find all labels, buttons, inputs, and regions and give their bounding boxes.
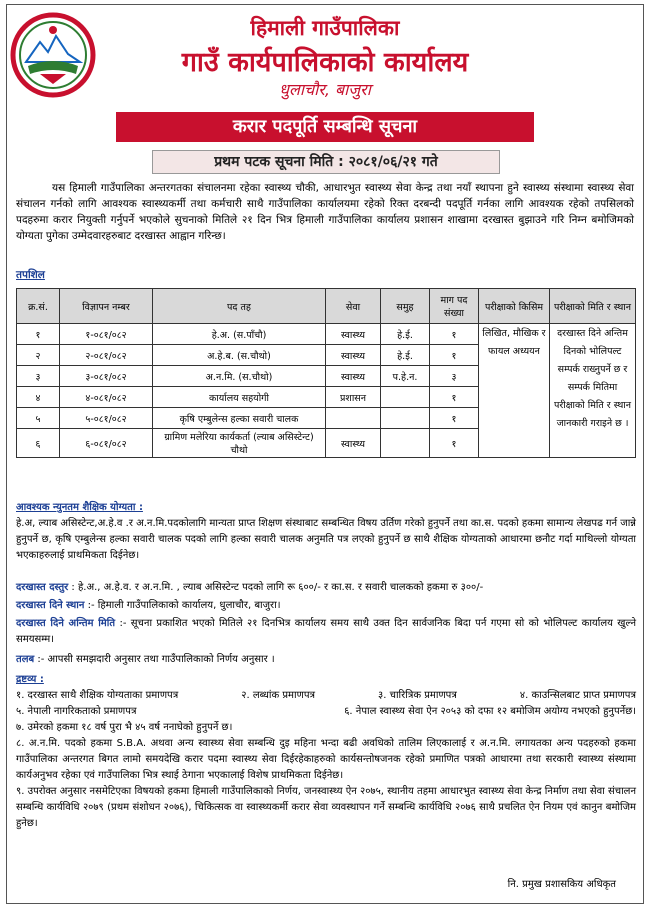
col-exam-type: परीक्षाको किसिम — [479, 289, 550, 324]
notes-line-1 — [16, 688, 636, 704]
cell-group — [381, 429, 430, 458]
cell-adv-no: ४-०८१/०८२ — [60, 387, 153, 408]
notice-title: करार पदपूर्ति सम्बन्धि सूचना — [116, 112, 534, 142]
col-service: सेवा — [326, 289, 381, 324]
cell-service: स्वास्थ्य — [326, 324, 381, 345]
venue-label: दरखास्त दिने स्थान — [16, 600, 85, 611]
note-item: १. दरखास्त साथै शैक्षिक योग्यताका प्रमाणपत्र — [16, 690, 179, 701]
note-item: २. लब्धांक प्रमाणपत्र — [241, 690, 316, 701]
cell-adv-no: ५-०८१/०८२ — [60, 408, 153, 429]
cell-service — [326, 408, 381, 429]
cell-demand: १ — [430, 429, 479, 458]
details-heading: तपशिल — [16, 269, 45, 281]
note-item: ९. उपरोक्त अनुसार नसमेटिएका विषयको हकमा हिमाली गाउँपालिकाको निर्णय, जनस्वास्थ्य ऐन २०७५, स्थानीय तहमा आधारभुत स्वास्थ्य सेवा केन्द्र निर्माण तथा सेवा संचालन सम्बन्धि कार्यविधि २०७९ (प्रथम संशोधन २०७६), चिकित्सक वा स्वास्थ्यकर्मी करार सेवा व्यवस्थापन गर्ने सम्बन्धि कार्यविधि २०७६ साथै प्रचलित ऐन नियम एवं कानुन बमोजिम हुनेछ। — [16, 786, 636, 829]
cell-post: ग्रामिण मलेरिया कार्यकर्ता (ल्याब असिस्टेन्ट) चौथो — [153, 429, 326, 458]
notes-section — [16, 672, 636, 832]
cell-demand: १ — [430, 408, 479, 429]
positions-table — [16, 288, 636, 458]
cell-group — [381, 387, 430, 408]
deadline-label: दरखास्त दिने अन्तिम मिति — [16, 618, 116, 629]
cell-adv-no: ६-०८१/०८२ — [60, 429, 153, 458]
col-exam-date: परीक्षाको मिति र स्थान — [550, 289, 636, 324]
signature-line: नि. प्रमुख प्रशासकिय अधिकृत — [507, 879, 616, 890]
cell-exam-date: दरखास्त दिने अन्तिम दिनको भोलिपल्ट सम्पर्क राख्नुपर्ने छ र सम्पर्क मितिमा परीक्षाको मिति र स्थान जानकारी गराइने छ । — [550, 324, 636, 458]
cell-service: स्वास्थ्य — [326, 429, 381, 458]
cell-post: हे.अ. (स.पाँचौ) — [153, 324, 326, 345]
deadline-text: :- सूचना प्रकाशित भएको मितिले २१ दिनभित्र कार्यालय समय साथै उक्त दिन सार्वजनिक बिदा पर्न गएमा सो को भोलिपल्ट कार्यालय खुल्ने समयसम्म। — [16, 618, 636, 645]
deadline-section — [16, 616, 636, 648]
cell-post: कार्यालय सहयोगी — [153, 387, 326, 408]
cell-sn: ४ — [17, 387, 60, 408]
cell-post: कृषि एम्बुलेन्स हल्का सवारी चालक — [153, 408, 326, 429]
notes-label: द्रष्टव्य : — [16, 674, 44, 685]
cell-demand: १ — [430, 324, 479, 345]
notice-date: प्रथम पटक सूचना मिति : २०८१/०६/२१ गते — [152, 150, 500, 174]
cell-demand: १ — [430, 387, 479, 408]
office-location: धुलाचौर, बाजुरा — [279, 80, 371, 99]
col-adv-no: विज्ञापन नम्बर — [60, 289, 153, 324]
table-row — [17, 324, 636, 345]
cell-sn: ६ — [17, 429, 60, 458]
col-sn: क्र.सं. — [17, 289, 60, 324]
salary-label: तलब — [16, 654, 35, 665]
cell-service: स्वास्थ्य — [326, 366, 381, 387]
cell-demand: १ — [430, 345, 479, 366]
qualification-section — [16, 500, 636, 564]
venue-section — [16, 598, 636, 614]
note-item: ३. चारित्रिक प्रमाणपत्र — [378, 690, 457, 701]
cell-demand: ३ — [430, 366, 479, 387]
fee-label: दरखास्त दस्तुर — [16, 582, 69, 593]
salary-section — [16, 652, 636, 668]
qualification-text: हे.अ, ल्याब असिस्टेन्ट,अ.हे.व .र अ.न.मि.पदकोलागि मान्यता प्राप्त शिक्षण संस्थाबाट सम्बन्धित विषय उर्तिण गरेको हुनुपर्ने तथा का.स. पदको हकमा सामान्य लेखपढ गर्न जान्ने हुनुपर्ने छ, कृषि एम्बुलेन्स हल्का सवारी चालक पदको लागि हल्का सवारी चालक अनुमति पत्र लएको हुनुपर्ने छ साथै शैक्षिक योग्यताको आधारमा छनौट गर्दा माथिल्लो योग्यता भएकाहरुलाई प्राथमिकता दिईनेछ। — [16, 518, 636, 561]
cell-service: प्रशासन — [326, 387, 381, 408]
cell-service: स्वास्थ्य — [326, 345, 381, 366]
table-header-row — [17, 289, 636, 324]
cell-sn: २ — [17, 345, 60, 366]
note-item: ५. नेपाली नागरिकताको प्रमाणपत्र — [16, 706, 137, 717]
cell-exam-type: लिखित, मौखिक र फायल अध्ययन — [479, 324, 550, 458]
cell-sn: १ — [17, 324, 60, 345]
notes-line-2 — [16, 704, 636, 720]
note-item: ६. नेपाल स्वास्थ्य सेवा ऐन २०५३ को दफा १२ बमोजिम अयोग्य नभएको हुनुपर्नेछ। — [344, 706, 636, 717]
note-item: ८. अ.न.मि. पदको हकमा S.B.A. अथवा अन्य स्वास्थ्य सेवा सम्बन्धि दुइ महिना भन्दा बढी अवधिको तालिम लिएकालाई र अ.न.मि. लगायतका अन्य पदहरुको हकमा गाउँपालिका अन्तरगत बिगत लामो समयदेखि करार पदमा स्वास्थ्य सेवा दिईरहेकाहरुको कार्यसन्तोषजनक रहेको प्रमाणित पत्रको आधारमा तथा सरकारी स्वास्थ्य संस्थामा कार्यअनुभव रहेका एवं गाउँपालिका भित्र स्थाई ठेगाना भएकालाई विशेष प्राथमिकता दिईनेछ। — [16, 738, 636, 781]
cell-group: प.हे.न. — [381, 366, 430, 387]
office-name: गाउँ कार्यपालिकाको कार्यालय — [181, 47, 469, 78]
col-demand: माग पद संख्या — [430, 289, 479, 324]
cell-sn: ५ — [17, 408, 60, 429]
cell-post: अ.न.मि. (स.चौथो) — [153, 366, 326, 387]
venue-text: :- हिमाली गाउँपालिकाको कार्यालय, धुलाचौर, बाजुरा। — [87, 600, 281, 611]
letterhead — [0, 0, 650, 108]
col-post: पद तह — [153, 289, 326, 324]
note-item: ४. काउन्सिलबाट प्राप्त प्रमाणपत्र — [519, 690, 636, 701]
municipality-name: हिमाली गाउँपालिका — [250, 16, 400, 40]
fee-text: : हे.अ., अ.हे.व. र अ.न.मि. , ल्याब असिस्टेन्ट पदको लागि रू ६००/- र का.स. र सवारी चालकको हकमा रु ३००/- — [71, 582, 484, 593]
note-item: ७. उमेरको हकमा १८ वर्ष पुरा भै ४५ वर्ष ननाघेको हुनुपर्ने छ। — [16, 722, 233, 733]
cell-group: हे.ई. — [381, 324, 430, 345]
cell-group — [381, 408, 430, 429]
qualification-label: आवश्यक न्युनतम शैक्षिक योग्यता : — [16, 502, 143, 513]
fee-section — [16, 580, 636, 596]
cell-group: हे.ई. — [381, 345, 430, 366]
salary-text: :- आपसी समझदारी अनुसार तथा गाउँपालिकाको निर्णय अनुसार । — [37, 654, 275, 665]
cell-adv-no: १-०८१/०८२ — [60, 324, 153, 345]
intro-paragraph: यस हिमाली गाउँपालिका अन्तरगतका संचालनमा रहेका स्वास्थ्य चौकी, आधारभुत स्वास्थ्य सेवा केन्द्र तथा नयाँ स्थापना हुने स्वास्थ्य संस्थामा स्वास्थ्य सेवा संचालन गर्नको लागि आवश्यक स्वास्थ्यकर्मी तथा कर्मचारी साथै गाउँपालिका कार्यालयमा रहेको रिक्त दरबन्दी पदपूर्ति गर्नका लागि आवश्यक रहेको तपसिलको पदहरुमा करार नियुक्ती गर्नुपर्ने भएकोले सुचनाको मितिले २१ दिन भित्र हिमाली गाउँपालिका कार्यालय प्रशासन शाखामा दरखास्त बुझाउने गरि निम्न बमोजिमको योग्यता पुगेका उम्मेदवारहरुबाट दरखास्त आह्वान गरिन्छ। — [16, 182, 634, 242]
cell-sn: ३ — [17, 366, 60, 387]
cell-adv-no: २-०८१/०८२ — [60, 345, 153, 366]
cell-adv-no: ३-०८१/०८२ — [60, 366, 153, 387]
cell-post: अ.हे.ब. (स.चौथो) — [153, 345, 326, 366]
col-group: समुह — [381, 289, 430, 324]
